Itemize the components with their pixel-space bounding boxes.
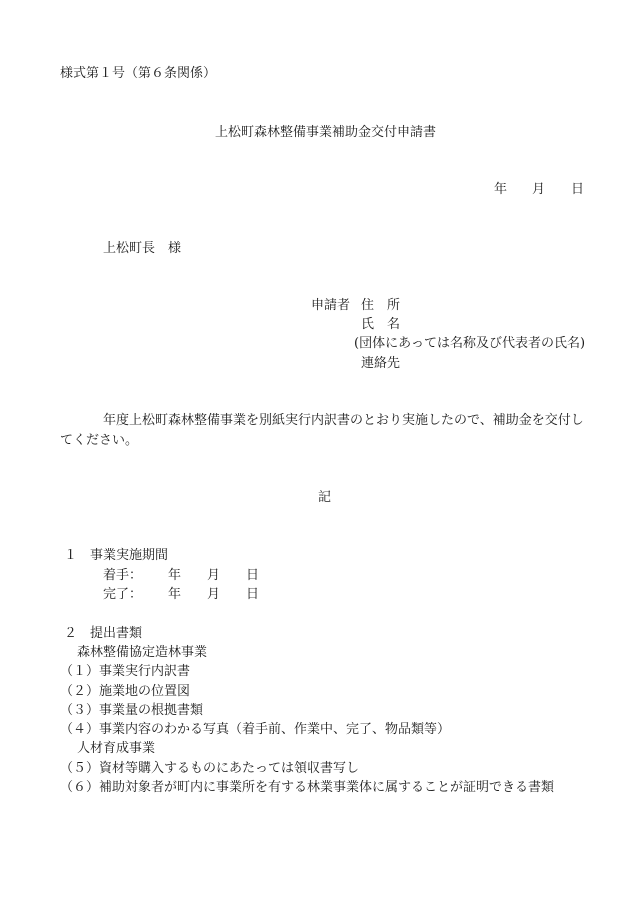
applicant-name-label: 氏 名 <box>361 317 401 332</box>
applicant-org-note: (団体にあっては名称及び代表者の氏名) <box>354 336 586 351</box>
form-label: 様式第１号（第６条関係） <box>60 66 217 81</box>
date-day: 日 <box>571 182 585 197</box>
list-item: （１）事業実行内訳書 <box>60 664 191 679</box>
end-label: 完了： <box>103 587 143 602</box>
end-day: 日 <box>246 587 260 602</box>
list-item: （６）補助対象者が町内に事業所を有する林業事業体に属することが証明できる書類 <box>60 780 555 795</box>
list-item: （５）資材等購入するものにあたっては領収書写し <box>60 761 360 776</box>
end-year: 年 <box>168 587 182 602</box>
start-label: 着手： <box>103 568 143 583</box>
applicant-label: 申請者 <box>311 298 351 313</box>
section-1-heading: １ 事業実施期間 <box>64 548 169 563</box>
applicant-contact-label: 連絡先 <box>361 356 401 371</box>
applicant-address-label: 住 所 <box>361 298 401 313</box>
addressee: 上松町長 様 <box>103 241 182 256</box>
list-item: （３）事業量の根拠書類 <box>60 703 204 718</box>
date-year: 年 <box>494 182 508 197</box>
document-title: 上松町森林整備事業補助金交付申請書 <box>215 125 437 140</box>
end-month: 月 <box>207 587 221 602</box>
body-line-1: 年度上松町森林整備事業を別紙実行内訳書のとおり実施したので、補助金を交付し <box>103 413 584 428</box>
list-item: （４）事業内容のわかる写真（着手前、作業中、完了、物品類等） <box>60 722 451 737</box>
section-2-heading: ２ 提出書類 <box>64 626 143 641</box>
start-day: 日 <box>246 568 260 583</box>
body-line-2: てください。 <box>60 433 139 448</box>
start-month: 月 <box>207 568 221 583</box>
category-forest-agreement: 森林整備協定造林事業 <box>77 645 208 660</box>
date-month: 月 <box>532 182 546 197</box>
ki-heading: 記 <box>318 490 332 505</box>
category-human-resources: 人材育成事業 <box>77 741 156 756</box>
list-item: （２）施業地の位置図 <box>60 684 191 699</box>
start-year: 年 <box>168 568 182 583</box>
